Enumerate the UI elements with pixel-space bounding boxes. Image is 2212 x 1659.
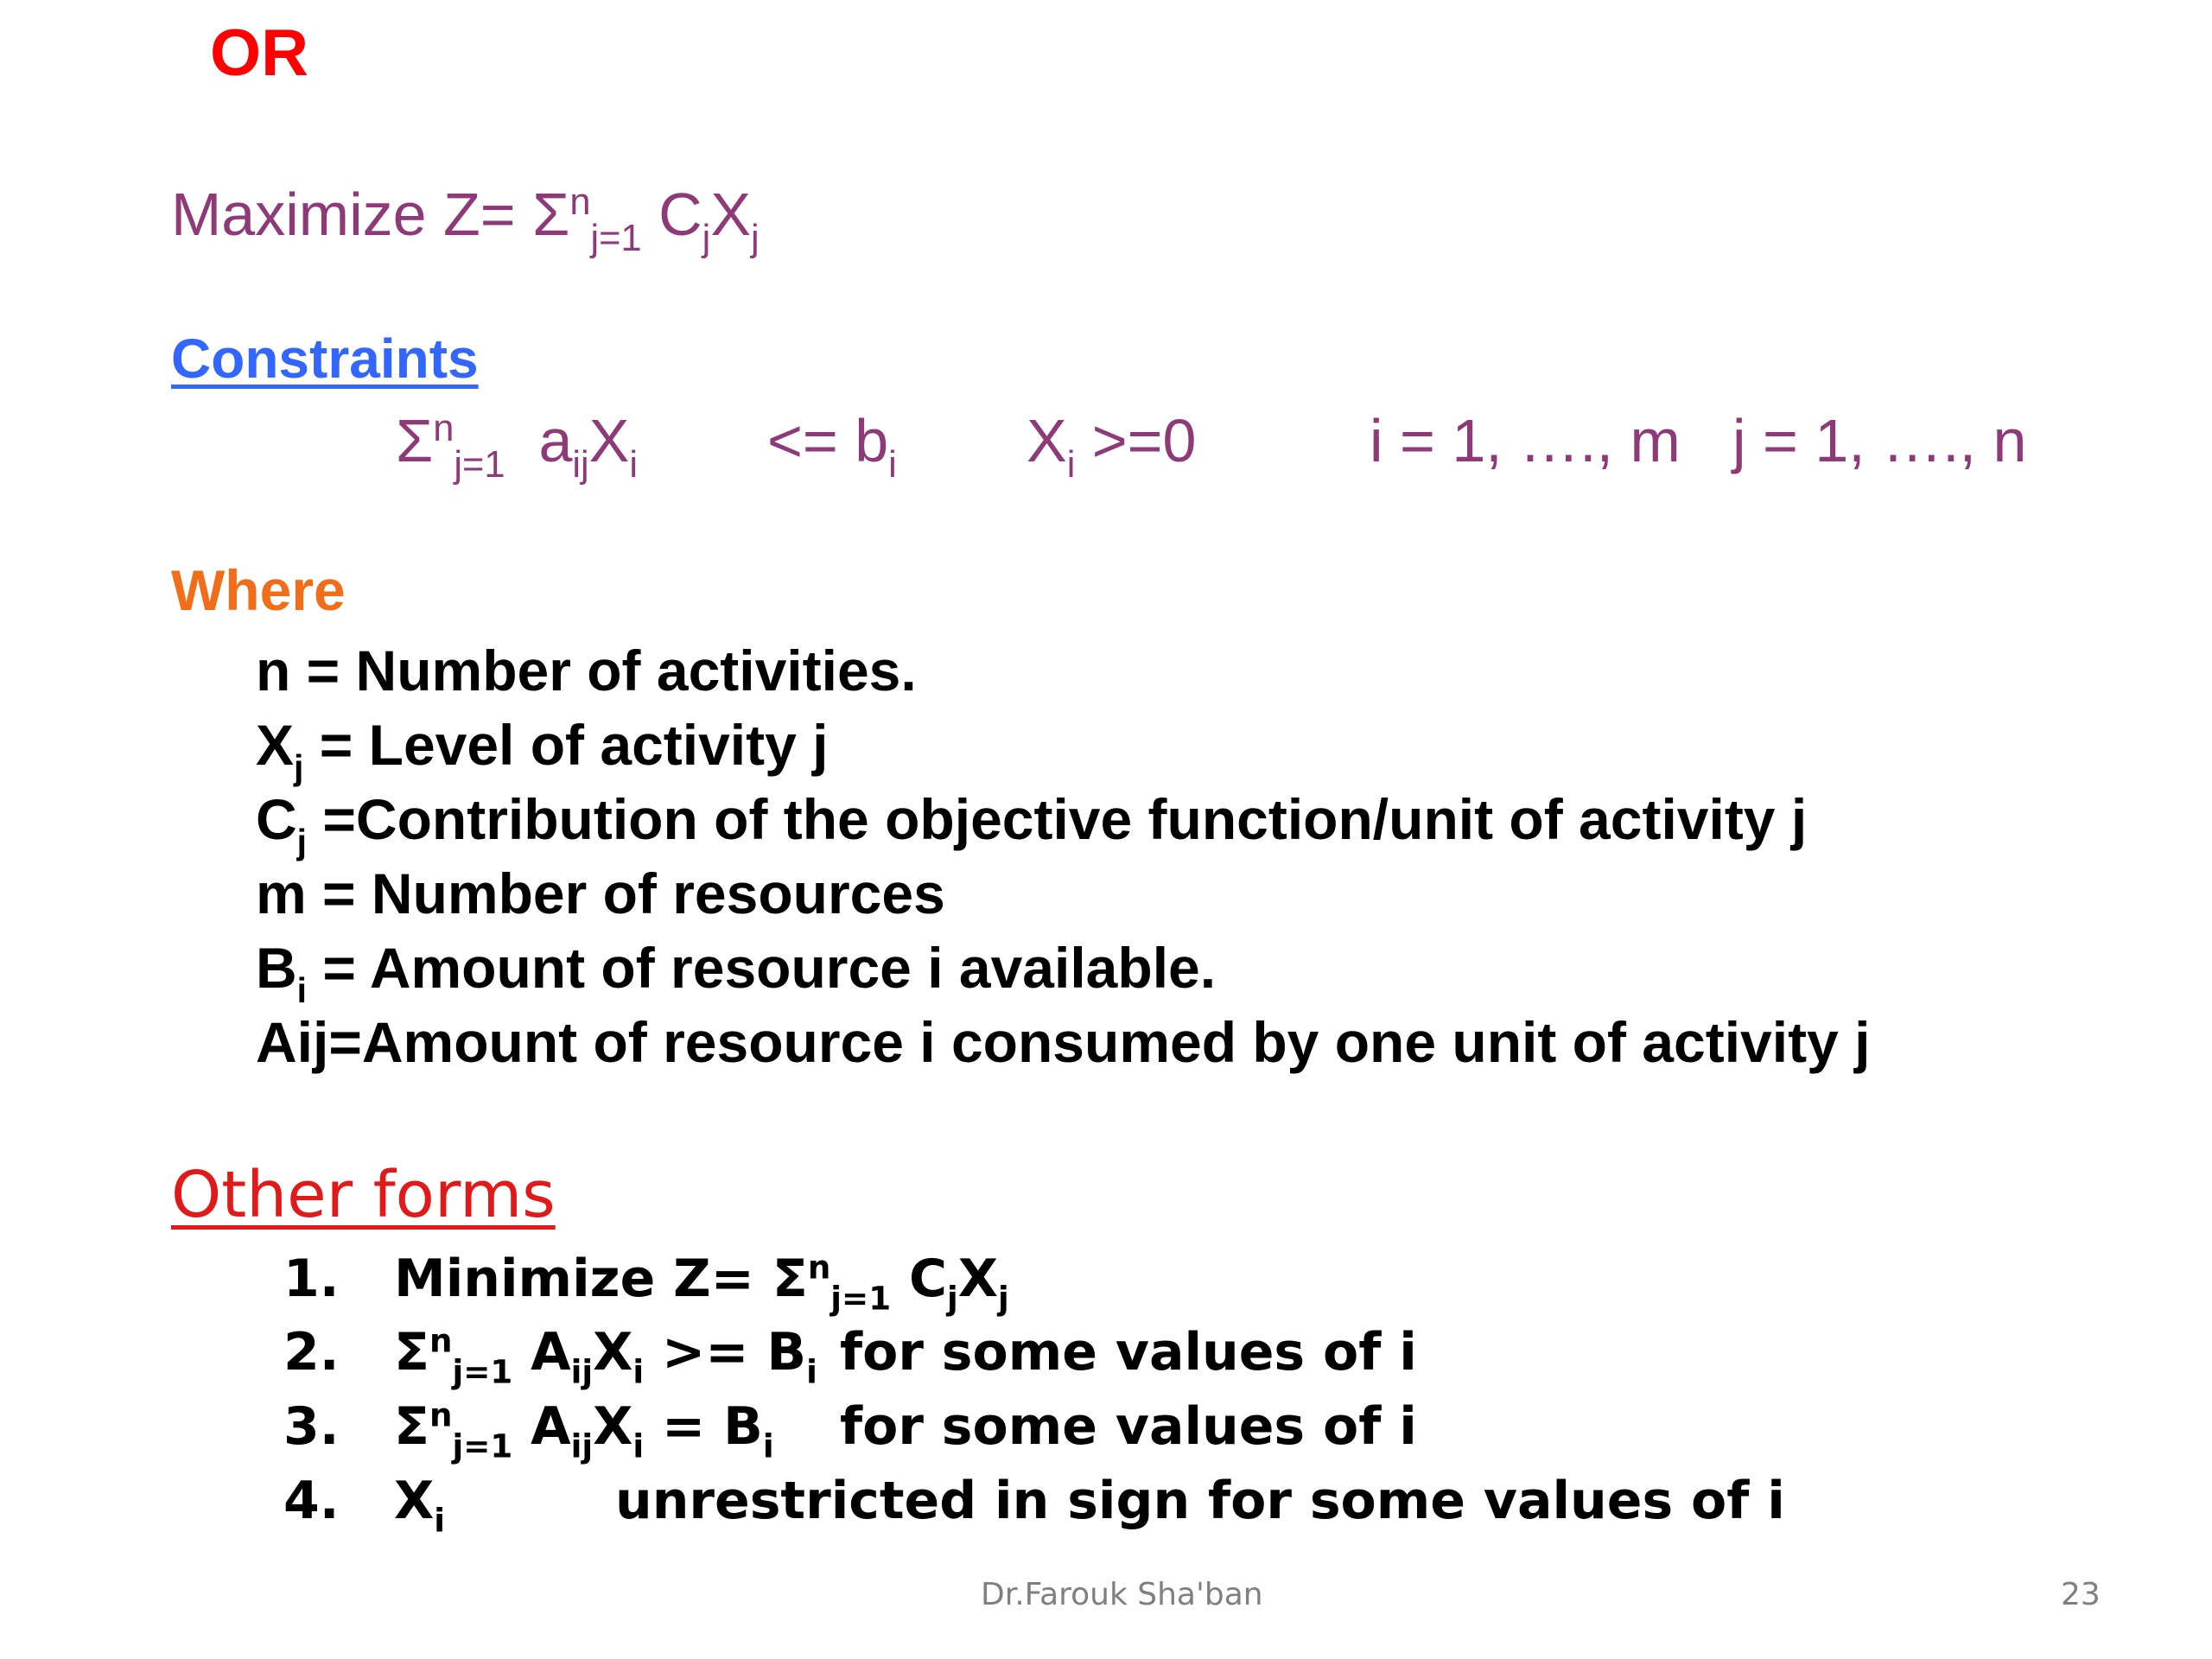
definition-symbol: X — [256, 713, 295, 777]
objective-var-sub: j — [751, 218, 760, 260]
form-expr-part: = B — [644, 1396, 763, 1457]
constraints-heading: Constraints — [171, 327, 479, 390]
form-expr-part: Σ — [394, 1396, 429, 1457]
form-expr-sub: j=1 — [452, 1352, 513, 1391]
form-expr-part: A — [512, 1396, 571, 1457]
form-condition: unrestricted in sign for some values of i — [615, 1471, 1785, 1531]
form-expr-sub: j — [998, 1279, 1009, 1318]
constraint-le-sub: i — [888, 444, 897, 486]
definition-text: = Level of activity j — [303, 713, 829, 777]
form-expression — [394, 1395, 774, 1465]
form-expr-part: >= B — [644, 1322, 807, 1382]
form-expr-sub: i — [806, 1352, 817, 1391]
constraint-nonnegativity — [1027, 406, 1197, 486]
definition-line — [256, 638, 917, 703]
constraint-a: a — [505, 407, 573, 474]
form-expr-sub: j=1 — [830, 1279, 892, 1318]
definition-line — [256, 712, 829, 788]
form-expr-sub: i — [632, 1352, 645, 1391]
form-expr-part: C — [891, 1249, 947, 1309]
slide-heading: OR — [210, 16, 308, 90]
page-number: 23 — [2061, 1577, 2101, 1612]
footer-author: Dr.Farouk Sha'ban — [981, 1577, 1263, 1612]
form-expr-part: X — [593, 1396, 633, 1457]
form-condition: for some values of i — [840, 1322, 1417, 1382]
nonneg-x: X — [1027, 407, 1067, 474]
definition-text: Aij=Amount of resource i consumed by one unit of activity j — [256, 1010, 1871, 1074]
form-expr-part: X — [394, 1471, 435, 1531]
definition-text: =Contribution of the objective function/unit of activity j — [307, 787, 1808, 851]
form-condition: for some values of i — [840, 1396, 1417, 1457]
definition-text: m = Number of resources — [256, 861, 945, 925]
where-heading: Where — [171, 558, 346, 622]
form-number: 3. — [283, 1396, 340, 1457]
definition-text: n = Number of activities. — [256, 639, 917, 702]
objective-sum-upper: n — [569, 181, 591, 224]
form-expr-sub: j — [947, 1279, 958, 1318]
form-number: 2. — [283, 1322, 340, 1382]
definition-subscript: i — [296, 970, 308, 1011]
other-forms-heading: Other forms — [171, 1158, 556, 1232]
definition-line — [256, 786, 1808, 862]
definition-symbol: B — [256, 936, 297, 1000]
form-expr-part: Minimize Z= Σ — [394, 1249, 808, 1309]
nonneg-sub: i — [1066, 444, 1076, 486]
objective-function — [171, 180, 760, 260]
form-expr-part: X — [957, 1249, 999, 1309]
objective-prefix: Maximize Z= Σ — [171, 181, 570, 248]
objective-coef-sub: j — [702, 218, 711, 260]
form-number: 1. — [283, 1249, 340, 1309]
form-expr-sub: i — [762, 1427, 774, 1465]
definition-line — [256, 935, 1217, 1011]
form-expression — [394, 1321, 817, 1391]
constraint-sum-lower: j=1 — [454, 444, 505, 486]
form-expr-sub: i — [632, 1427, 645, 1465]
form-expression — [394, 1248, 1009, 1318]
i-range: i = 1, …., m — [1370, 407, 1681, 474]
form-expr-sub: j=1 — [452, 1427, 513, 1465]
objective-sum-lower: j=1 — [590, 218, 642, 260]
constraint-sum-upper: n — [433, 408, 454, 450]
constraint-sum — [396, 406, 638, 486]
constraint-a-sub: ij — [572, 444, 589, 486]
definition-text: = Amount of resource i available. — [307, 936, 1217, 1000]
form-expr-part: Σ — [394, 1322, 429, 1382]
definition-symbol: C — [256, 787, 297, 851]
objective-coef: C — [641, 181, 702, 248]
form-expr-part: A — [512, 1322, 571, 1382]
form-number: 4. — [283, 1471, 340, 1531]
definition-subscript: j — [296, 822, 308, 862]
nonneg-rest: >=0 — [1075, 407, 1197, 474]
objective-var: X — [710, 181, 752, 248]
constraint-sum-symbol: Σ — [396, 407, 434, 474]
constraint-le-text: <= b — [767, 407, 889, 474]
constraint-x: X — [588, 407, 630, 474]
j-range: j = 1, …., n — [1732, 407, 2027, 474]
form-expr-sub: i — [434, 1501, 446, 1540]
form-expr-sub: ij — [570, 1427, 594, 1465]
form-expr-part: X — [593, 1322, 633, 1382]
form-expression — [394, 1471, 446, 1540]
form-expr-sup: n — [429, 1321, 453, 1360]
definition-line — [256, 861, 945, 926]
form-expr-sub: ij — [570, 1352, 594, 1391]
constraint-x-sub: i — [629, 444, 638, 486]
form-expr-sup: n — [429, 1395, 453, 1434]
definition-subscript: j — [294, 747, 304, 788]
form-expr-sup: n — [807, 1248, 831, 1287]
constraint-le — [767, 406, 897, 486]
definition-line — [256, 1009, 1870, 1075]
